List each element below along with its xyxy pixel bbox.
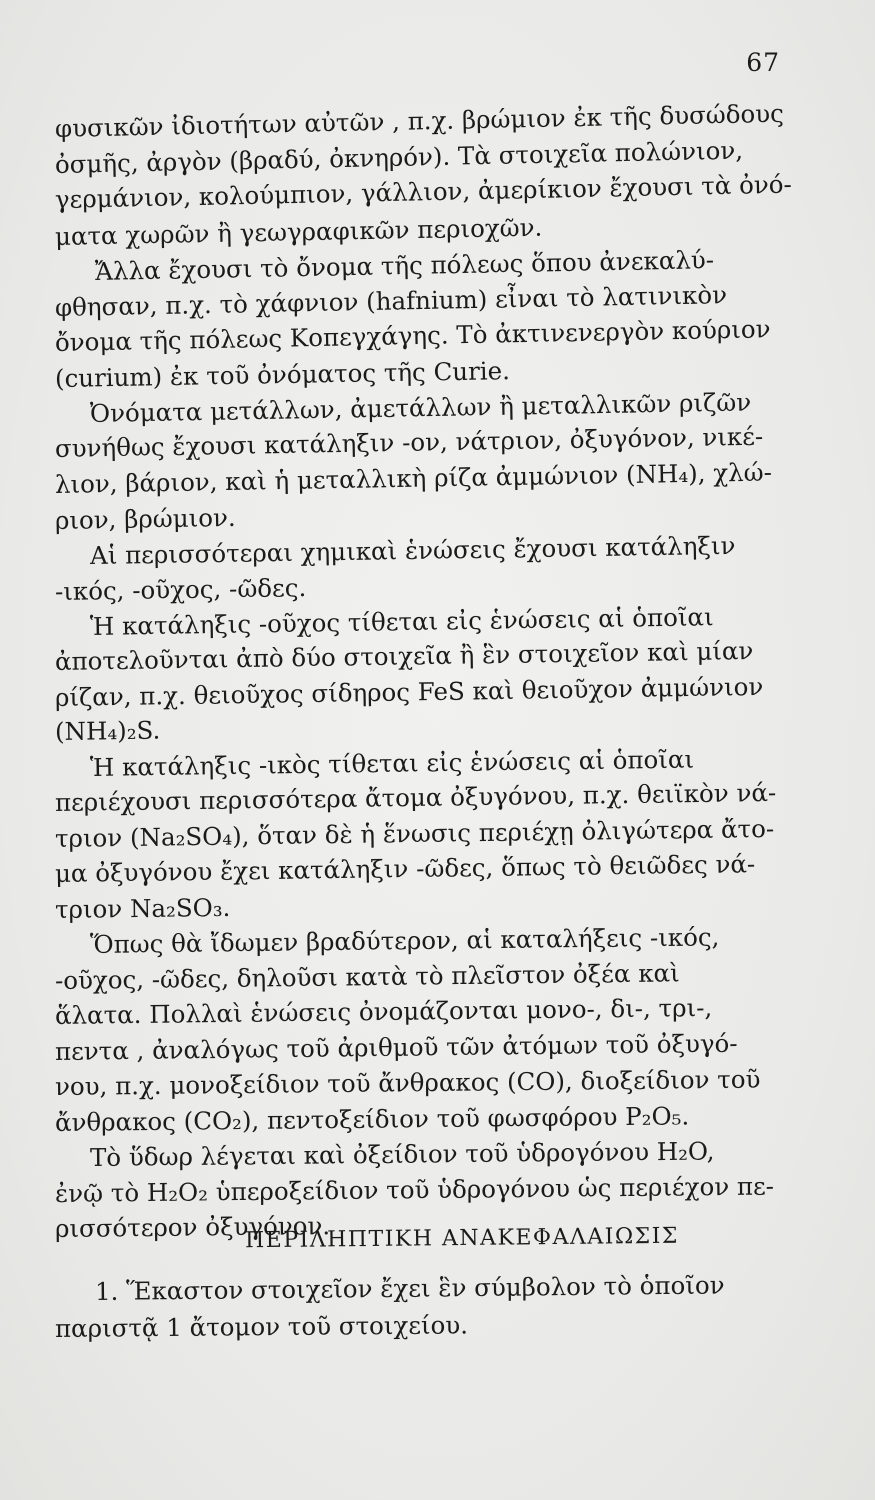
text-line: ἀποτελοῦνται ἀπὸ δύο στοιχεῖα ἢ ἓν στοιχεῖον καὶ μίαν	[54, 636, 754, 676]
summary-heading: ΠΕΡΙΛΗΠΤΙΚΗ ΑΝΑΚΕΦΑΛΑΙΩΣΙΣ	[244, 1223, 680, 1254]
text-line: τριον (Na₂SO₄), ὅταν δὲ ἡ ἕνωσις περιέχῃ ὀλιγώτερα ἄτο-	[54, 813, 775, 853]
text-line: -οῦχος, -ῶδες, δηλοῦσι κατὰ τὸ πλεῖστον ὀξέα καὶ	[54, 958, 680, 995]
text-line: ρίζαν, π.χ. θειοῦχος σίδηρος FeS καὶ θειοῦχον ἀμμώνιον	[54, 671, 764, 712]
text-line: τριον Na₂SO₃.	[54, 892, 231, 924]
text-line: Ἡ κατάληξις -οῦχος τίθεται εἰς ἑνώσεις αἱ ὁποῖαι	[89, 602, 714, 641]
text-line: ὀσμῆς, ἀργὸν (βραδύ, ὀκνηρόν). Τὰ στοιχεῖα πολώνιον,	[54, 135, 744, 179]
text-line: πεντα , ἀναλόγως τοῦ ἀριθμοῦ τῶν ἀτόμων τοῦ ὀξυγό-	[54, 1028, 738, 1066]
text-line: Ὅπως θὰ ἴδωμεν βραδύτερον, αἱ καταλήξεις -ικός,	[89, 922, 720, 959]
text-line: φυσικῶν ἰδιοτήτων αὐτῶν , π.χ. βρώμιον ἐκ τῆς δυσώδους	[54, 98, 785, 143]
text-line: περιέχουσι περισσότερα ἄτομα ὀξυγόνου, π.χ. θειϊκὸν νά-	[54, 777, 777, 817]
text-line: γερμάνιον, κολούμπιον, γάλλιον, ἀμερίκιον ἔχουσι τὰ ὀνό-	[54, 169, 793, 214]
text-line: (curium) ἐκ τοῦ ὀνόματος τῆς Curie.	[54, 356, 511, 393]
text-line: συνήθως ἔχουσι κατάληξιν -ον, νάτριον, ὀξυγόνον, νικέ-	[54, 421, 764, 463]
text-line: φθησαν, π.χ. τὸ χάφνιον (hafnium) εἶναι τὸ λατινικὸν	[54, 280, 728, 322]
text-line: ἅλατα. Πολλαὶ ἑνώσεις ὀνομάζονται μονο-, δι-, τρι-,	[54, 992, 713, 1030]
text-line: ριον, βρώμιον.	[54, 502, 236, 535]
text-line: -ικός, -οῦχος, -ῶδες.	[54, 573, 307, 606]
text-line: Ἄλλα ἔχουσι τὸ ὄνομα τῆς πόλεως ὅπου ἀνεκαλύ-	[94, 245, 715, 286]
text-line: ἐνῷ τὸ H₂O₂ ὑπεροξείδιον τοῦ ὑδρογόνου ὡς περιέχον πε-	[54, 1171, 775, 1208]
text-line: ματα χωρῶν ἢ γεωγραφικῶν περιοχῶν.	[54, 212, 543, 251]
text-line: Ὀνόματα μετάλλων, ἀμετάλλων ἢ μεταλλικῶν ριζῶν	[89, 387, 752, 428]
text-line: ρισσότερον ὀξυγόνον.	[54, 1211, 331, 1243]
text-line: λιον, βάριον, καὶ ἡ μεταλλικὴ ρίζα ἀμμώνιον (NH₄), χλώ-	[54, 457, 773, 499]
text-line: νου, π.χ. μονοξείδιον τοῦ ἄνθρακος (CO), διοξείδιον τοῦ	[54, 1064, 761, 1101]
text-line: μα ὀξυγόνου ἔχει κατάληξιν -ῶδες, ὅπως τὸ θειῶδες νά-	[54, 849, 756, 888]
page-number: 67	[746, 48, 780, 77]
text-line: Αἱ περισσότεραι χημικαὶ ἑνώσεις ἔχουσι κατάληξιν	[89, 530, 736, 570]
text-line: ἄνθρακος (CO₂), πεντοξείδιον τοῦ φωσφόρου P₂O₅.	[54, 1101, 690, 1137]
text-line: Τὸ ὕδωρ λέγεται καὶ ὀξείδιον τοῦ ὑδρογόνου H₂O,	[89, 1136, 715, 1172]
summary-line: παριστᾷ 1 ἄτομον τοῦ στοιχείου.	[54, 1310, 469, 1343]
text-line: Ἡ κατάληξις -ικὸς τίθεται εἰς ἑνώσεις αἱ ὁποῖαι	[89, 744, 695, 782]
text-line: ὄνομα τῆς πόλεως Κοπεγχάγης. Τὸ ἀκτινενεργὸν κούριον	[54, 314, 771, 357]
text-line: (NH₄)₂S.	[54, 715, 161, 746]
summary-line: 1. Ἕκαστον στοιχεῖον ἔχει ἓν σύμβολον τὸ ὁποῖον	[94, 1270, 725, 1306]
